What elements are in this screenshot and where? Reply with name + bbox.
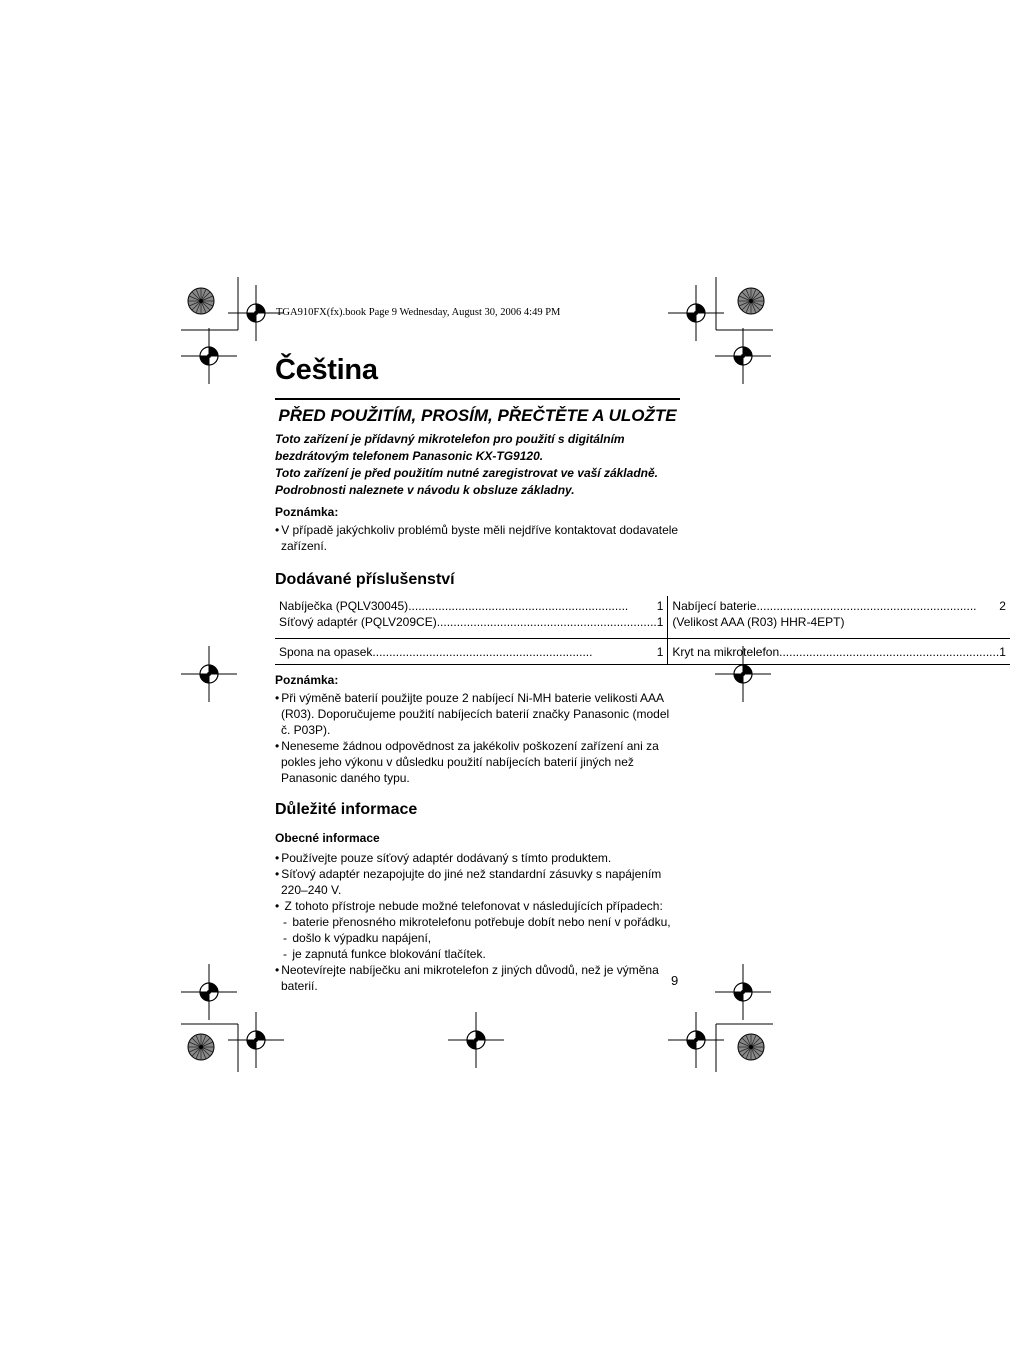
accessories-cell — [668, 639, 1010, 665]
note-item: • Při výměně baterií použijte pouze 2 nabíjecí Ni-MH baterie velikosti AAA (R03). Doporučujeme použití nabíjecích baterií značky Panasonic (model č. P03P). — [275, 690, 680, 738]
accessory-battery: Nabíjecí baterie ..... 2 — [672, 598, 1005, 614]
accessory-battery-detail: (Velikost AAA (R03) HHR-4EPT) — [672, 615, 845, 629]
general-info-list — [275, 850, 680, 994]
accessory-charger: Nabíječka (PQLV30045) ..... 1 — [279, 598, 663, 614]
info-item: • Používejte pouze síťový adaptér dodávaný s tímto produktem. — [275, 850, 680, 866]
accessory-adapter: Síťový adaptér (PQLV209CE) ..... 1 — [279, 614, 663, 630]
case-item: - baterie přenosného mikrotelefonu potřebuje dobít nebo není v pořádku, — [281, 914, 680, 930]
intro-text — [275, 431, 680, 499]
intro-line: bezdrátovým telefonem Panasonic KX-TG9120. — [275, 449, 544, 463]
info-item: • Síťový adaptér nezapojujte do jiné než standardní zásuvky s napájením 220–240 V. — [275, 866, 680, 898]
note-item: • Neneseme žádnou odpovědnost za jakékoliv poškození zařízení ani za pokles jeho výkonu v důsledku použití nabíjecích baterií jiných než Panasonic daného typu. — [275, 738, 680, 786]
page-title: Čeština — [275, 354, 378, 386]
page-content — [275, 352, 1006, 994]
accessories-table — [275, 596, 1010, 665]
accessories-cell — [275, 596, 668, 639]
note-list — [275, 690, 680, 786]
accessories-cell — [275, 639, 668, 665]
note-item: • V případě jakýchkoliv problémů byste měli nejdříve kontaktovat dodavatele zařízení. — [275, 522, 680, 554]
print-header: TGA910FX(fx).book Page 9 Wednesday, August 30, 2006 4:49 PM — [276, 307, 561, 318]
info-item — [275, 898, 680, 962]
section-banner: PŘED POUŽITÍM, PROSÍM, PŘEČTĚTE A ULOŽTE — [278, 406, 677, 425]
title-rule — [275, 398, 680, 400]
case-list — [281, 914, 680, 962]
note-list — [275, 522, 680, 554]
info-item: • Neotevírejte nabíječku ani mikrotelefon z jiných důvodů, než je výměna baterií. — [275, 962, 680, 994]
case-item: - je zapnutá funkce blokování tlačítek. — [281, 946, 680, 962]
accessories-cell — [668, 596, 1010, 639]
intro-line: Toto zařízení je přídavný mikrotelefon pro použití s digitálním — [275, 432, 625, 446]
intro-line: Podrobnosti naleznete v návodu k obsluze základny. — [275, 483, 575, 497]
page-number: 9 — [671, 973, 679, 988]
note-label: Poznámka: — [275, 673, 339, 687]
accessory-belt-clip: Spona na opasek ..... 1 — [279, 644, 663, 660]
important-heading: Důležité informace — [275, 801, 418, 818]
note-label: Poznámka: — [275, 505, 339, 519]
accessory-handset-cover: Kryt na mikrotelefon ..... 1 — [672, 644, 1005, 660]
accessories-heading: Dodávané příslušenství — [275, 571, 455, 588]
info-item-text: Z tohoto přístroje nebude možné telefonovat v následujících případech: — [284, 899, 663, 913]
general-info-heading: Obecné informace — [275, 831, 380, 845]
case-item: - došlo k výpadku napájení, — [281, 930, 680, 946]
intro-line: Toto zařízení je před použitím nutné zaregistrovat ve vaší základně. — [275, 466, 658, 480]
